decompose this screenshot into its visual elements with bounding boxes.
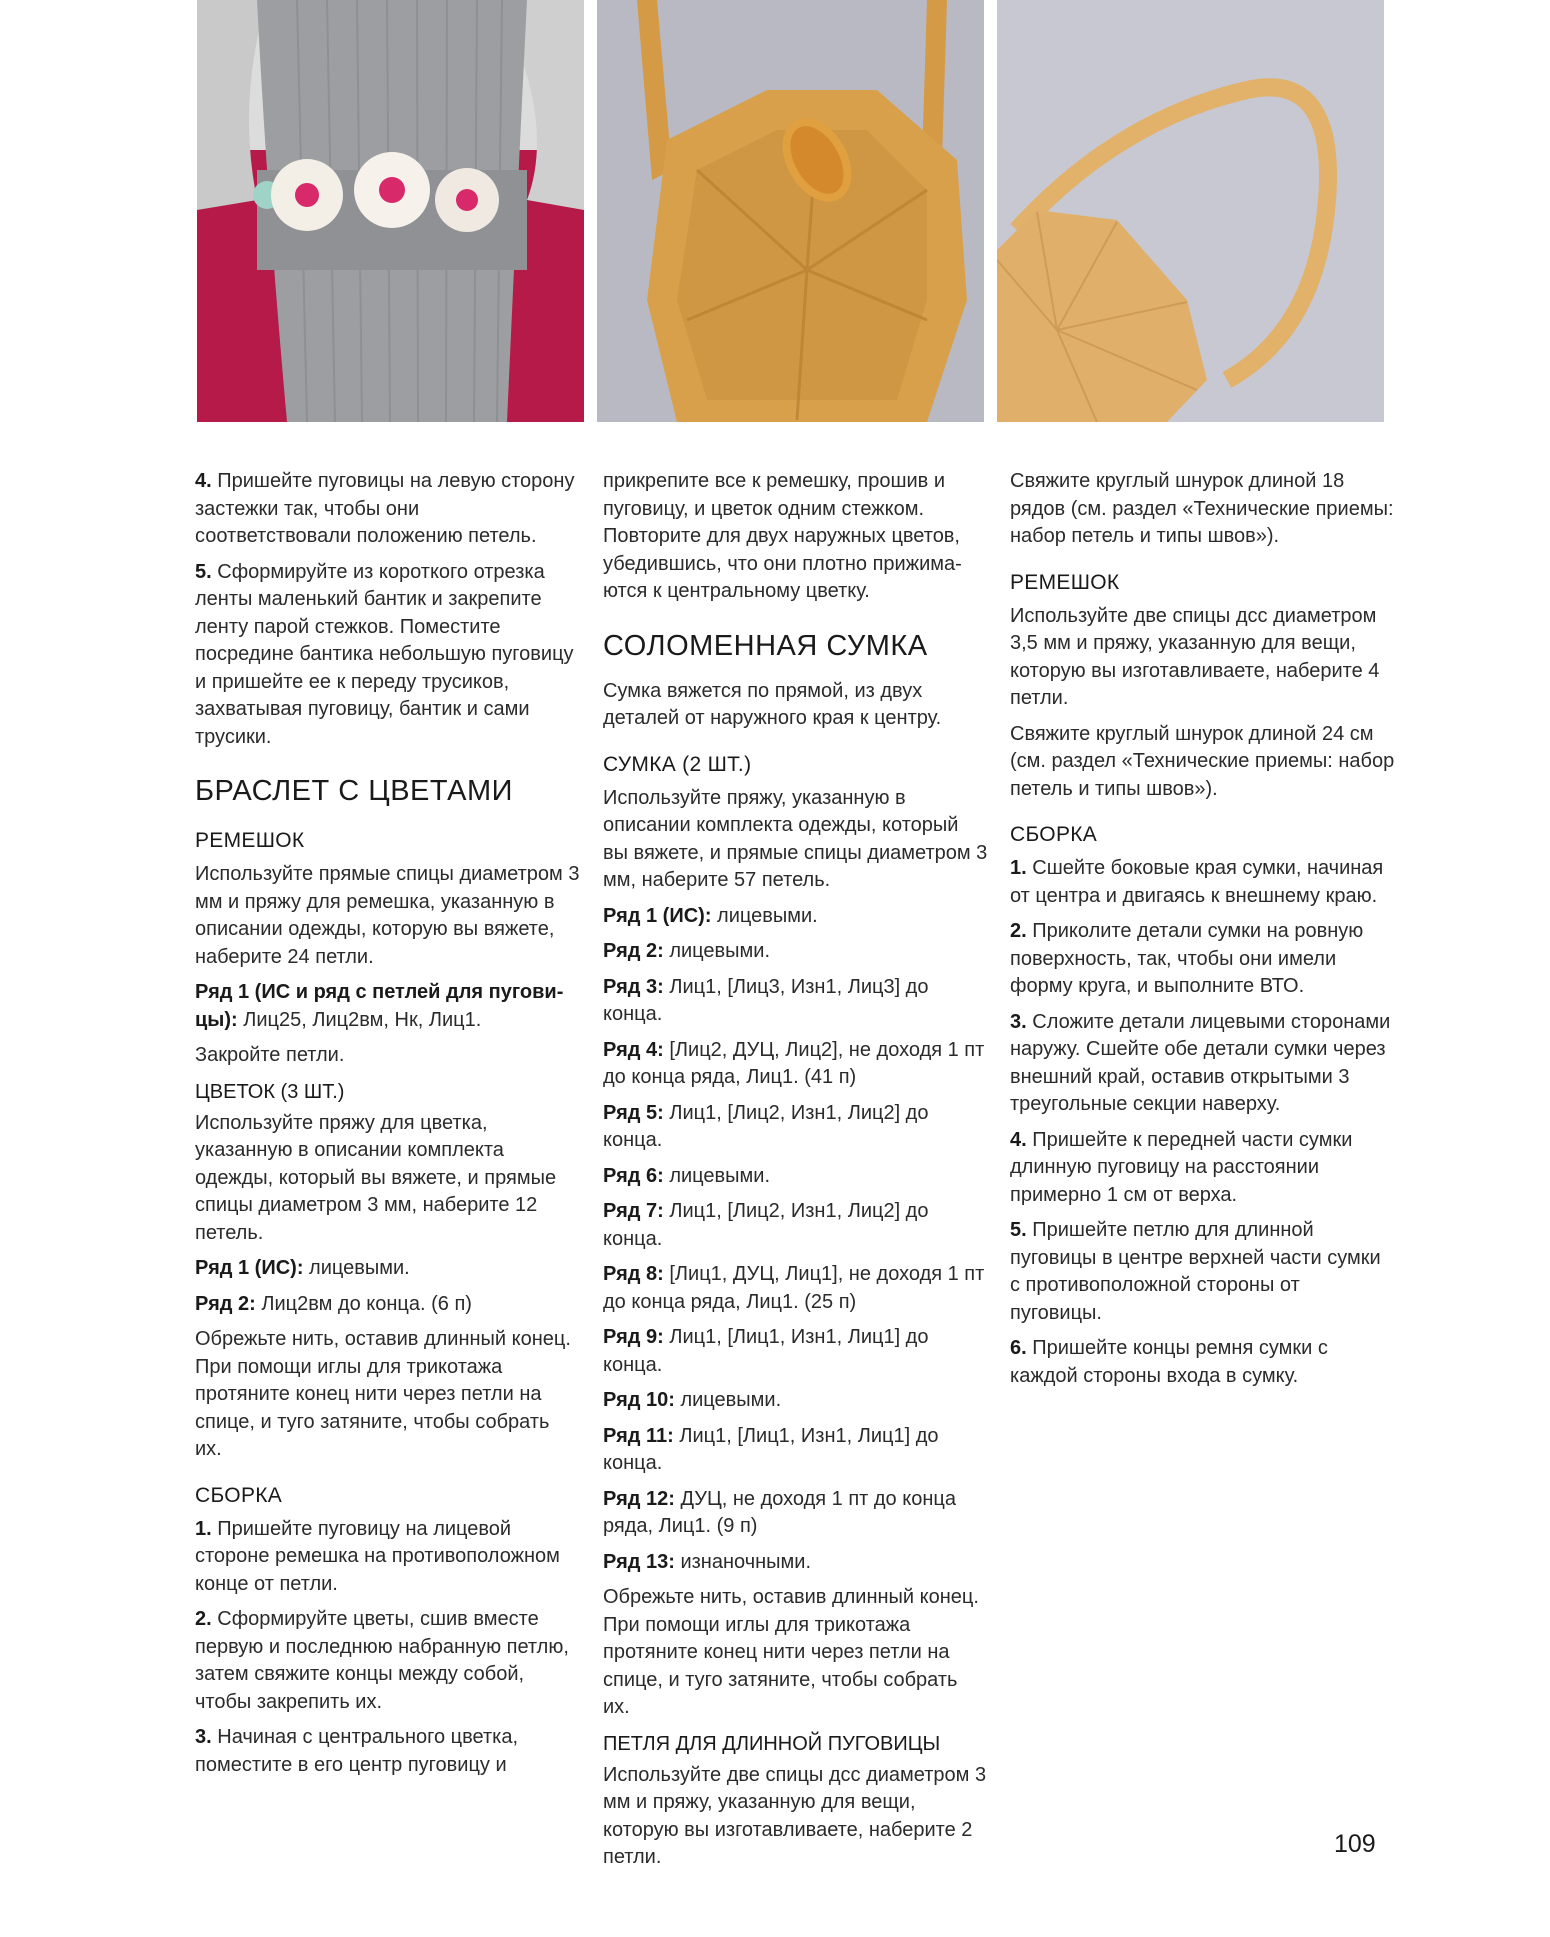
row-1-instruction: Ряд 1 (ИС и ряд с петлей для пуговицы): Лиц25, Лиц2вм, Нк, Лиц1. [195, 981, 564, 1031]
page-number: 109 [1334, 1830, 1376, 1858]
loop-subheading: ПЕТЛЯ ДЛЯ ДЛИННОЙ ПУГОВИЦЫ [603, 1732, 941, 1755]
assembly-step: 4. Пришейте к передней части сумки длинную пуговицу на расстоянии примерно 1 см от верха. [1010, 1128, 1353, 1206]
bag-strap-photo [997, 0, 1384, 422]
bracelet-photo [197, 0, 584, 422]
loop-paragraph: Используйте две спицы дсс диаметром 3 мм и пряжу, указанную для вещи, которую вы изготавливаете, наберите 2 петли. [603, 1763, 987, 1868]
row-instruction: Ряд 8: [Лиц1, ДУЦ, Лиц1], не доходя 1 пт до конца ряда, Лиц1. (25 п) [603, 1263, 985, 1313]
assembly-step: 3. Сложите детали лицевыми сторонами наружу. Сшейте обе детали сумки через внешний край, оставив открытыми 3 треугольные секции наверху. [1010, 1010, 1391, 1115]
row-instruction: Ряд 9: Лиц1, [Лиц1, Изн1, Лиц1] до конца. [603, 1326, 929, 1376]
row-instruction: Ряд 7: Лиц1, [Лиц2, Изн1, Лиц2] до конца. [603, 1200, 929, 1250]
row-instruction: Ряд 4: [Лиц2, ДУЦ, Лиц2], не доходя 1 пт до конца ряда, Лиц1. (41 п) [603, 1038, 985, 1088]
column-2 [603, 468, 988, 1880]
flower-row-1: Ряд 1 (ИС): лицевыми. [195, 1257, 410, 1279]
bracelet-heading: БРАСЛЕТ С ЦВЕТАМИ [195, 775, 513, 807]
bag-subheading: СУМКА (2 ШТ.) [603, 752, 752, 776]
column-1 [195, 468, 580, 1787]
strap-paragraph: Используйте две спицы дсс диаметром 3,5 мм и пряжу, указанную для вещи, которую вы изготавливаете, наберите 4 петли. [1010, 604, 1380, 709]
assembly-step-2: 2. Сформируйте цветы, сшив вместе первую и последнюю набранную петлю, затем свяжите концы между собой, чтобы закрепить их. [195, 1608, 569, 1713]
row-instruction: Ряд 2: лицевыми. [603, 940, 771, 962]
bag-paragraph: Используйте пряжу, указанную в описании комплекта одежды, который вы вяжете, и прямые спицы диаметром 3 мм, наберите 57 петель. [603, 786, 988, 891]
strap-subheading: РЕМЕШОК [1010, 570, 1120, 594]
cut-paragraph: Обрежьте нить, оставив длинный конец. При помощи иглы для трикотажа протяните конец нити через петли на спице, и туго затяните, чтобы собрать их. [195, 1328, 571, 1460]
assembly-subheading: СБОРКА [1010, 823, 1098, 846]
row-instruction: Ряд 3: Лиц1, [Лиц3, Изн1, Лиц3] до конца. [603, 975, 929, 1025]
row-instruction: Ряд 12: ДУЦ, не доходя 1 пт до конца ряда, Лиц1. (9 п) [603, 1487, 956, 1537]
row-instruction: Ряд 11: Лиц1, [Лиц1, Изн1, Лиц1] до конца. [603, 1424, 939, 1474]
row-list [603, 903, 988, 1577]
intro-paragraph: Сумка вяжется по прямой, из двух деталей от наружного края к центру. [603, 679, 942, 729]
straw-bag-photo [597, 0, 984, 422]
row-instruction: Ряд 10: лицевыми. [603, 1389, 782, 1411]
column-3 [1010, 468, 1395, 1398]
step-5-paragraph: 5. Сформируйте из короткого отрезка ленты маленький бантик и закрепите ленту парой стежков. Поместите посредине бантика небольшую пуговицу и пришейте ее к переду трусиков, захватывая пуговицу, бантик и сами трусики. [195, 560, 574, 748]
assembly-step-3: 3. Начиная с центрального цветка, поместите в его центр пуговицу и [195, 1726, 519, 1776]
flower-row-2: Ряд 2: Лиц2вм до конца. (6 п) [195, 1292, 472, 1315]
assembly-step: 5. Пришейте петлю для длинной пуговицы в центре верхней части сумки с противоположной стороны от пуговицы. [1010, 1219, 1381, 1324]
flower-paragraph: Используйте пряжу для цветка, указанную в описании комплекта одежды, который вы вяжете, и прямые спицы диаметром 3 мм, наберите 12 петель. [195, 1111, 557, 1244]
strap-paragraph: Используйте прямые спицы диаметром 3 мм и пряжу для ремешка, указанную в описании одежды, которую вы вяжете, наберите 24 петли. [195, 863, 580, 968]
row-instruction: Ряд 6: лицевыми. [603, 1164, 771, 1187]
strap-paragraph-2: Свяжите круглый шнурок длиной 24 см (см. раздел «Технические приемы: набор петель и типы швов»). [1010, 722, 1395, 800]
row-instruction: Ряд 1 (ИС): лицевыми. [603, 904, 818, 927]
strap-subheading: РЕМЕШОК [195, 829, 305, 852]
cut-paragraph: Обрежьте нить, оставив длинный конец. При помощи иглы для трикотажа протяните конец нити через петли на спице, и туго затяните, чтобы собрать их. [603, 1586, 979, 1718]
continued-paragraph: Свяжите круглый шнурок длиной 18 рядов (см. раздел «Технические приемы: набор петель и типы швов»). [1010, 470, 1394, 547]
assembly-step: 6. Пришейте концы ремня сумки с каждой стороны входа в сумку. [1010, 1337, 1328, 1387]
row-instruction: Ряд 13: изнаночными. [603, 1550, 812, 1573]
straw-bag-heading: СОЛОМЕННАЯ СУМКА [603, 629, 928, 662]
assembly-step: 1. Сшейте боковые края сумки, начиная от центра и двигаясь к внешнему краю. [1010, 857, 1384, 907]
flower-subheading: ЦВЕТОК (3 ШТ.) [195, 1080, 345, 1103]
step-4-paragraph: 4. Пришейте пуговицы на левую сторону застежки так, чтобы они соответствовали положению петель. [195, 470, 575, 547]
close-instruction: Закройте петли. [195, 1044, 345, 1066]
row-instruction: Ряд 5: Лиц1, [Лиц2, Изн1, Лиц2] до конца. [603, 1101, 929, 1151]
assembly-subheading: СБОРКА [195, 1483, 283, 1507]
assembly-step: 2. Приколите детали сумки на ровную поверхность, так, чтобы они имели форму круга, и выполните ВТО. [1010, 920, 1364, 997]
assembly-step-1: 1. Пришейте пуговицу на лицевой стороне ремешка на противоположном конце от петли. [195, 1517, 560, 1595]
continued-paragraph: прикрепите все к ремешку, прошив и пуговицу, и цветок одним стежком. Повторите для двух наружных цветов, убедившись, что они плотно прижимаются к центральному цветку. [603, 470, 962, 602]
